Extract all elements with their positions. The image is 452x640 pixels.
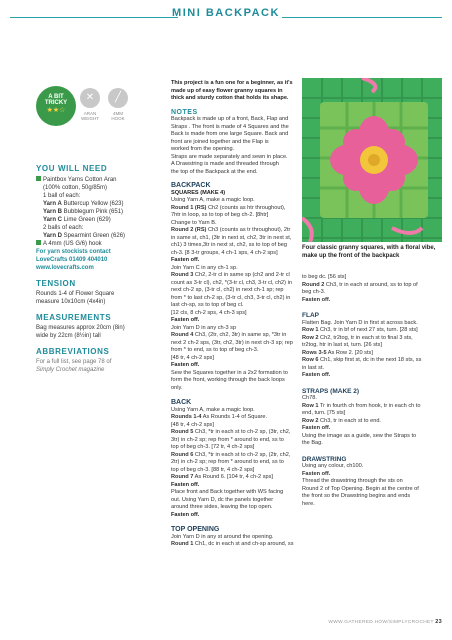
- section-heading: NOTES: [171, 108, 198, 116]
- intro-line: made up of easy flower granny squares in: [171, 87, 283, 94]
- page-number: 23: [435, 619, 442, 625]
- photo-caption: [302, 245, 442, 260]
- hook-size-label: [105, 111, 131, 121]
- fasten-off: Fasten off.: [302, 296, 331, 303]
- pattern-line: from * to last ch-2 sp, (3-tr cl, ch3, 3-tr cl, ch2) in: [171, 294, 291, 301]
- fasten-off: Fasten off.: [302, 470, 331, 477]
- round-label: Round 2 (RS): [171, 227, 207, 233]
- notes-line: A Drawstring is made and threaded through: [171, 161, 279, 167]
- pattern-column: [171, 80, 297, 549]
- round-text: Ch2 (counts as htr throughout),: [206, 204, 286, 211]
- round-label: Round 3: [171, 272, 194, 278]
- round-text: Ch3, (2tr, ch2, 3tr) in same sp, *3tr in: [193, 332, 287, 338]
- fasten-off: Fasten off.: [171, 317, 200, 323]
- page-footer: [300, 619, 442, 625]
- notes-line: Backpack is made up of a front, Back, Flap and: [171, 116, 289, 122]
- notes-line: Back is made from one large Square. Back and: [171, 131, 289, 137]
- pattern-line: [302, 350, 442, 358]
- pattern-line: Flatten Bag. Join Yarn D in first st across back.: [302, 319, 418, 326]
- yarn-ball-icon: ✕: [80, 88, 100, 108]
- row-label: Row 2: [302, 334, 319, 341]
- pattern-line: [171, 452, 297, 460]
- badge-stars: ★★☆: [46, 107, 66, 114]
- pattern-line: Round 2 of Top Opening. Begin at the centre of: [302, 485, 419, 492]
- pattern-line: tr2tog, htr in last st, turn. [26 sts]: [302, 342, 382, 348]
- row-text: Ch3, tr in each st to end.: [318, 417, 381, 424]
- yarn-desc: Spearmint Green (626): [62, 233, 126, 239]
- pattern-line: [302, 282, 442, 290]
- measurements-text: Bag measures approx 20cm (8in): [36, 325, 125, 331]
- need-line: 1 ball of each:: [43, 193, 81, 199]
- notes-line: Straps are made separately and sewn in place.: [171, 153, 288, 160]
- pattern-line: [171, 227, 297, 235]
- yarn-weight-label: [77, 111, 103, 121]
- row-label: Row 1: [302, 402, 319, 409]
- section-heading: BACK: [171, 399, 192, 406]
- pattern-line: Using Yarn A, make a magic loop.: [171, 197, 255, 203]
- tool-label: 4MM: [113, 111, 123, 116]
- hook-line: [36, 240, 164, 248]
- pattern-line: in same st, ch1, (3tr in next st, ch2, 3tr in next st,: [171, 234, 292, 241]
- pattern-line: Using any colour, ch100.: [302, 463, 364, 469]
- pattern-line: top of beg ch-3. [72 tr, 4 ch-2 sps]: [171, 444, 255, 450]
- granny-square-photo: [302, 78, 442, 242]
- pattern-line: from * to end, ss to top of beg ch-3.: [171, 347, 259, 353]
- section-heading: TENSION: [36, 279, 76, 288]
- bullet-square-icon: [36, 176, 41, 181]
- row-text: Tr in fourth ch from hook, tr in each ch to: [318, 402, 421, 409]
- round-text: As Round 6. [104 tr, 4 ch-2 sps]: [193, 474, 273, 480]
- pattern-line: ch-3. [8 3-tr groups, 4 ch-1 sps, 4 ch-2 sps]: [171, 249, 278, 256]
- right-pattern-column: [302, 274, 442, 508]
- pattern-line: only.: [171, 384, 183, 391]
- pattern-line: [171, 205, 297, 213]
- pattern-line: Place front and Back together with WS facing: [171, 489, 284, 495]
- pattern-line: [302, 327, 442, 335]
- caption-line: make up the front of the backpack: [302, 252, 400, 259]
- yarn-c: [36, 216, 164, 224]
- footer-url[interactable]: WWW.GATHERED.HOW/SIMPLYCROCHET: [328, 620, 434, 625]
- row-text: Ch3, tr in bf of next 27 sts, turn. [28 sts]: [318, 327, 418, 333]
- pattern-line: [171, 474, 297, 482]
- row-text: Ch1, skip first st, dc in the next 18 sts, ss: [318, 357, 422, 363]
- tool-label: ARAN: [83, 111, 97, 116]
- round-text: Ch3, *tr in each st to ch-2 sp, (2tr, ch2,: [193, 451, 291, 458]
- section-heading: BACKPACK: [171, 182, 211, 189]
- yarn-name: Yarn C: [43, 217, 63, 223]
- row-label: Row 2: [302, 417, 319, 424]
- crochet-hook-icon: ╱: [108, 88, 128, 108]
- pattern-line: form the front, working through the back loops: [171, 377, 285, 383]
- pattern-line: 2tr) in ch-2 sp; rep from * around to end, ss to: [171, 459, 284, 465]
- row-label: Row 1: [302, 327, 319, 333]
- need-line: Paintbox Yarns Cotton Aran: [43, 177, 117, 183]
- pattern-line: 3tr) in ch-2 sp; rep from * around to end, ss to: [171, 436, 284, 443]
- pattern-line: Using the image as a guide, sew the Straps to: [302, 432, 417, 439]
- pattern-line: [171, 332, 297, 340]
- pattern-line: out. Using Yarn D, dc the panels together: [171, 496, 274, 503]
- round-label: Round 1 (RS): [171, 204, 207, 211]
- fasten-off: Fasten off.: [171, 362, 200, 368]
- fasten-off: Fasten off.: [302, 425, 331, 431]
- row-text: Ch2, tr2tog, tr in each st to final 3 sts,: [318, 334, 413, 341]
- measurements-text: wide by 22cm (8½in) tall: [36, 333, 101, 339]
- round-text: Ch2, 2-tr cl in same sp (ch2 and 2-tr cl: [193, 272, 290, 278]
- round-label: Rounds 1-4: [171, 414, 202, 420]
- pattern-line: the front so the Drawstring begins and ends: [302, 493, 411, 499]
- round-text: Ch3, tr in each st around, ss to top of: [324, 281, 418, 288]
- pattern-line: Join Yarn D in any st around the opening.: [171, 533, 274, 540]
- subheading: SQUARES (MAKE 4): [171, 189, 226, 196]
- stockists-line: For yarn stockists contact: [36, 249, 111, 255]
- yarn-a: [36, 200, 164, 208]
- section-heading: DRAWSTRING: [302, 455, 347, 463]
- granny-square-illustration: [302, 78, 442, 242]
- intro-line: This project is a fun one for a beginner, as it's: [171, 80, 293, 86]
- yarn-desc: Bubblegum Pink (651): [62, 209, 124, 215]
- round-label: Round 6: [171, 451, 194, 458]
- yarn-b: [36, 208, 164, 216]
- abbreviations-text: Simply Crochet magazine: [36, 367, 105, 373]
- pattern-line: [12 cls, 8 ch-2 sps, 4 ch-3 sps]: [171, 309, 247, 316]
- yarn-desc: Buttercup Yellow (623): [61, 201, 124, 207]
- section-heading: FLAP: [302, 312, 319, 319]
- badge-line1: A BIT: [48, 94, 64, 100]
- difficulty-badge: [36, 86, 76, 126]
- tool-label: WEIGHT: [81, 116, 99, 121]
- pattern-line: [171, 429, 297, 437]
- pattern-line: next 2 ch-2 sps, (3tr, ch2, 3tr) in next ch-3 sp; rep: [171, 339, 293, 346]
- yarn-desc: Lime Green (629): [62, 217, 111, 223]
- round-label: Round 4: [171, 332, 194, 338]
- pattern-line: [48 tr, 4 ch-2 sps]: [171, 421, 214, 428]
- header-rule-right: [282, 17, 442, 18]
- pattern-line: next ch-2 sp, (3-tr cl, ch2) in next ch-1 sp; rep: [171, 287, 284, 293]
- pattern-line: end, turn. [75 sts]: [302, 410, 346, 416]
- row-label: Rows 3-5: [302, 349, 327, 356]
- page-title: MINI BACKPACK: [172, 7, 280, 19]
- need-line: 2 balls of each:: [43, 225, 84, 231]
- pattern-line: the Bag.: [302, 440, 323, 446]
- fasten-off: Fasten off.: [171, 511, 200, 518]
- fasten-off: Fasten off.: [171, 257, 200, 263]
- pattern-line: in last st.: [302, 364, 325, 371]
- pattern-line: [171, 272, 297, 280]
- pattern-line: to beg dc. [56 sts]: [302, 274, 347, 280]
- yarn-name: Yarn A: [43, 201, 62, 207]
- pattern-line: [302, 335, 442, 343]
- row-label: Row 6: [302, 357, 319, 363]
- tension-text: measure 10x10cm (4x4in): [36, 299, 106, 305]
- notes-line: Straps . The front is made of 4 Squares and the: [171, 123, 289, 130]
- pattern-line: ch1) 3 times,3tr in next st, ch2, ss to top of beg: [171, 242, 287, 248]
- section-heading: ABBREVIATIONS: [36, 347, 110, 356]
- yarn-d: [36, 232, 164, 240]
- yarn-name: Yarn B: [43, 209, 63, 215]
- intro-line: thick and sturdy cotton that holds its shape.: [171, 95, 289, 101]
- notes-line: worked from the opening.: [171, 146, 235, 152]
- section-heading: STRAPS (MAKE 2): [302, 387, 360, 395]
- fasten-off: Fasten off.: [171, 481, 200, 488]
- tool-label: HOOK: [111, 116, 125, 121]
- pattern-line: [302, 357, 442, 365]
- pattern-line: around three sides, leaving the top open.: [171, 504, 273, 510]
- pattern-line: top of beg ch-3. [88 tr, 4 ch-2 sps]: [171, 466, 255, 473]
- pattern-line: Thread the drawstring through the sts on: [302, 478, 403, 484]
- section-heading: MEASUREMENTS: [36, 313, 112, 322]
- round-text: Ch1, dc in each st and ch-sp around, ss: [193, 541, 294, 547]
- round-text: Ch3, *tr in each st to ch-2 sp, (3tr, ch2,: [193, 429, 291, 435]
- pattern-line: [302, 418, 442, 426]
- pattern-line: Ch78.: [302, 395, 317, 401]
- badge-line2: TRICKY: [44, 100, 68, 106]
- pattern-line: beg ch-3.: [302, 289, 326, 295]
- need-line: (100% cotton, 50g/85m): [43, 185, 108, 191]
- you-will-need-section: [36, 164, 164, 374]
- stockists-phone: LoveCrafts 01409 404010: [36, 257, 108, 263]
- pattern-line: Change to Yarn B.: [171, 219, 217, 226]
- round-label: Round 5: [171, 429, 194, 435]
- round-text: Ch3 (counts as tr throughout), 2tr: [206, 227, 291, 233]
- round-label: Round 2: [302, 281, 325, 288]
- round-label: Round 7: [171, 474, 194, 480]
- bullet-square-icon: [36, 240, 41, 245]
- section-heading: YOU WILL NEED: [36, 164, 108, 173]
- page-header: [0, 0, 452, 40]
- section-heading: TOP OPENING: [171, 526, 220, 533]
- notes-line: front are joined together and the Flap is: [171, 138, 269, 145]
- tension-text: Rounds 1-4 of Flower Square: [36, 291, 115, 297]
- pattern-line: [48 tr, 4 ch-2 sps]: [171, 354, 214, 361]
- pattern-line: Using Yarn A, make a magic loop.: [171, 406, 255, 413]
- abbreviations-text: For a full list, see page 78 of: [36, 359, 112, 365]
- round-label: Round 1: [171, 541, 194, 547]
- notes-line: the top of the Backpack at the end.: [171, 168, 258, 175]
- pattern-line: [171, 541, 297, 549]
- yarn-brand: [36, 176, 164, 184]
- pattern-line: Sew the Squares together in a 2x2 formation to: [171, 369, 288, 376]
- hook-text: A 4mm (US G/6) hook: [43, 241, 102, 247]
- pattern-line: count as 3-tr cl), ch2, *(3-tr cl, ch3, 3-tr cl, ch2) in: [171, 279, 292, 286]
- stockists-link[interactable]: www.lovecrafts.com: [36, 265, 94, 271]
- pattern-line: [171, 414, 297, 422]
- pattern-line: last ch-sp, ss to top of beg cl.: [171, 302, 244, 308]
- fasten-off: Fasten off.: [302, 372, 331, 378]
- pattern-line: Join Yarn D in any ch-3 sp: [171, 324, 237, 331]
- pattern-line: 7htr in loop, ss to top of beg ch-2. [8htr]: [171, 212, 269, 218]
- pattern-line: here.: [302, 500, 315, 507]
- pattern-line: [302, 403, 442, 411]
- row-text: As Row 2. [20 sts]: [326, 349, 373, 356]
- yarn-name: Yarn D: [43, 233, 63, 239]
- pattern-line: Join Yarn C in any ch-1 sp.: [171, 264, 238, 271]
- round-text: As Rounds 1-4 of Square.: [201, 414, 268, 420]
- caption-line: Four classic granny squares, with a floral vibe,: [302, 245, 436, 251]
